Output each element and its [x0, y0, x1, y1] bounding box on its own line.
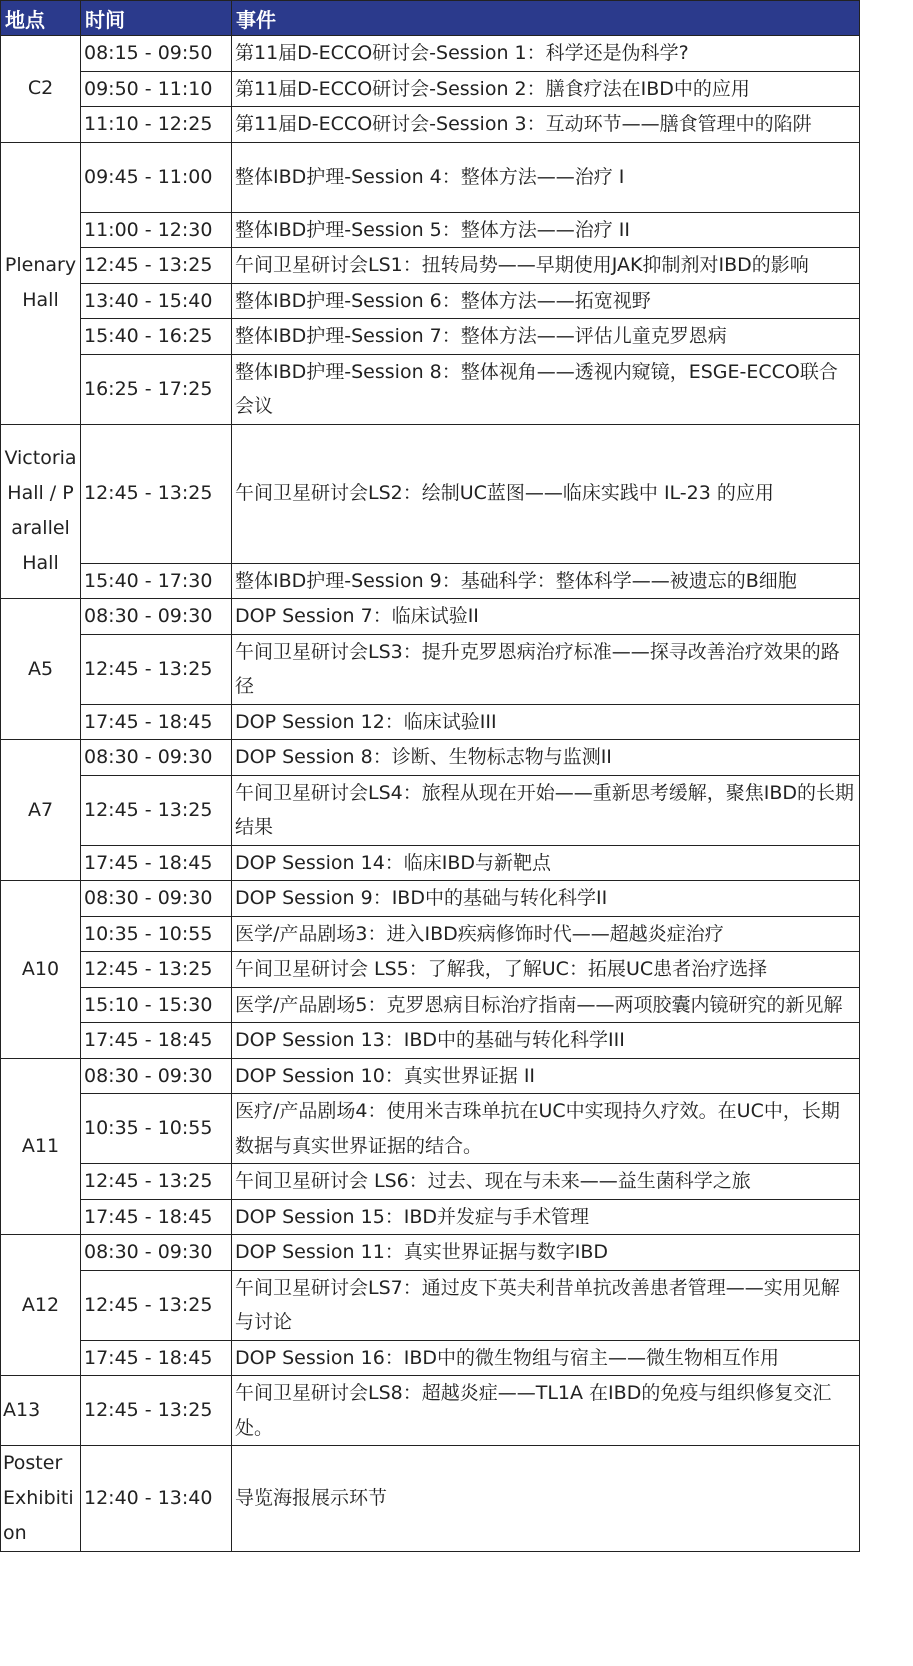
table-row	[1, 599, 860, 635]
time-cell: 10:35 - 10:55	[81, 916, 232, 952]
table-row	[1, 634, 860, 704]
event-cell: 第11届D-ECCO研讨会-Session 3：互动环节——膳食管理中的陷阱	[232, 107, 860, 143]
time-cell: 17:45 - 18:45	[81, 1199, 232, 1235]
table-row	[1, 1094, 860, 1164]
time-cell: 10:35 - 10:55	[81, 1094, 232, 1164]
location-cell: A5	[1, 599, 81, 740]
time-cell: 13:40 - 15:40	[81, 283, 232, 319]
time-cell: 12:45 - 13:25	[81, 424, 232, 563]
time-cell: 17:45 - 18:45	[81, 1340, 232, 1376]
time-cell: 12:45 - 13:25	[81, 248, 232, 284]
event-cell: 午间卫星研讨会LS7：通过皮下英夫利昔单抗改善患者管理——实用见解与讨论	[232, 1270, 860, 1340]
time-cell: 08:30 - 09:30	[81, 740, 232, 776]
event-cell: 午间卫星研讨会LS8：超越炎症——TL1A 在IBD的免疫与组织修复交汇处。	[232, 1376, 860, 1446]
time-cell: 15:40 - 17:30	[81, 563, 232, 599]
event-cell: 午间卫星研讨会 LS5：了解我，了解UC：拓展UC患者治疗选择	[232, 952, 860, 988]
event-cell: DOP Session 11：真实世界证据与数字IBD	[232, 1235, 860, 1271]
event-cell: 第11届D-ECCO研讨会-Session 2：膳食疗法在IBD中的应用	[232, 71, 860, 107]
header-location: 地点	[1, 1, 81, 36]
table-row	[1, 952, 860, 988]
table-row	[1, 107, 860, 143]
event-cell: 医疗/产品剧场4：使用米吉珠单抗在UC中实现持久疗效。在UC中，长期数据与真实世界证据的结合。	[232, 1094, 860, 1164]
table-row	[1, 212, 860, 248]
event-cell: DOP Session 13：IBD中的基础与转化科学III	[232, 1023, 860, 1059]
header-row	[1, 1, 860, 36]
event-cell: 午间卫星研讨会LS2：绘制UC蓝图——临床实践中 IL-23 的应用	[232, 424, 860, 563]
table-row	[1, 1164, 860, 1200]
event-cell: 整体IBD护理-Session 6：整体方法——拓宽视野	[232, 283, 860, 319]
time-cell: 12:40 - 13:40	[81, 1446, 232, 1552]
time-cell: 08:30 - 09:30	[81, 881, 232, 917]
time-cell: 11:10 - 12:25	[81, 107, 232, 143]
event-cell: DOP Session 8：诊断、生物标志物与监测II	[232, 740, 860, 776]
location-cell: A12	[1, 1235, 81, 1376]
time-cell: 12:45 - 13:25	[81, 634, 232, 704]
location-cell: Victoria Hall / Parallel Hall	[1, 424, 81, 599]
table-row	[1, 1446, 860, 1552]
event-cell: 导览海报展示环节	[232, 1446, 860, 1552]
table-row	[1, 424, 860, 563]
table-row	[1, 36, 860, 72]
time-cell: 09:45 - 11:00	[81, 142, 232, 212]
event-cell: 整体IBD护理-Session 9：基础科学：整体科学——被遗忘的B细胞	[232, 563, 860, 599]
table-row	[1, 1023, 860, 1059]
location-cell: Poster Exhibition	[1, 1446, 81, 1552]
location-cell: A13	[1, 1376, 81, 1446]
event-cell: 午间卫星研讨会LS3：提升克罗恩病治疗标准——探寻改善治疗效果的路径	[232, 634, 860, 704]
table-row	[1, 1199, 860, 1235]
time-cell: 12:45 - 13:25	[81, 1376, 232, 1446]
location-cell: C2	[1, 36, 81, 143]
time-cell: 17:45 - 18:45	[81, 704, 232, 740]
time-cell: 17:45 - 18:45	[81, 1023, 232, 1059]
event-cell: DOP Session 12：临床试验III	[232, 704, 860, 740]
table-row	[1, 987, 860, 1023]
event-cell: 整体IBD护理-Session 5：整体方法——治疗 II	[232, 212, 860, 248]
location-cell: A10	[1, 881, 81, 1059]
table-row	[1, 1058, 860, 1094]
event-cell: 午间卫星研讨会LS1：扭转局势——早期使用JAK抑制剂对IBD的影响	[232, 248, 860, 284]
event-cell: DOP Session 16：IBD中的微生物组与宿主——微生物相互作用	[232, 1340, 860, 1376]
time-cell: 12:45 - 13:25	[81, 775, 232, 845]
table-row	[1, 775, 860, 845]
table-row	[1, 1376, 860, 1446]
table-row	[1, 1340, 860, 1376]
table-row	[1, 1235, 860, 1271]
time-cell: 15:40 - 16:25	[81, 319, 232, 355]
event-cell: DOP Session 10：真实世界证据 II	[232, 1058, 860, 1094]
table-row	[1, 1270, 860, 1340]
table-row	[1, 248, 860, 284]
table-row	[1, 283, 860, 319]
event-cell: 医学/产品剧场3：进入IBD疾病修饰时代——超越炎症治疗	[232, 916, 860, 952]
time-cell: 08:30 - 09:30	[81, 1058, 232, 1094]
event-cell: DOP Session 7：临床试验II	[232, 599, 860, 635]
event-cell: 医学/产品剧场5：克罗恩病目标治疗指南——两项胶囊内镜研究的新见解	[232, 987, 860, 1023]
location-cell: Plenary Hall	[1, 142, 81, 424]
table-row	[1, 916, 860, 952]
time-cell: 12:45 - 13:25	[81, 1270, 232, 1340]
table-row	[1, 740, 860, 776]
table-row	[1, 71, 860, 107]
event-cell: 整体IBD护理-Session 7：整体方法——评估儿童克罗恩病	[232, 319, 860, 355]
event-cell: DOP Session 15：IBD并发症与手术管理	[232, 1199, 860, 1235]
time-cell: 15:10 - 15:30	[81, 987, 232, 1023]
header-time: 时间	[81, 1, 232, 36]
event-cell: 整体IBD护理-Session 4：整体方法——治疗 I	[232, 142, 860, 212]
table-row	[1, 881, 860, 917]
table-row	[1, 563, 860, 599]
time-cell: 08:15 - 09:50	[81, 36, 232, 72]
location-cell: A11	[1, 1058, 81, 1235]
event-cell: 午间卫星研讨会LS4：旅程从现在开始——重新思考缓解，聚焦IBD的长期结果	[232, 775, 860, 845]
location-cell: A7	[1, 740, 81, 881]
time-cell: 09:50 - 11:10	[81, 71, 232, 107]
header-event: 事件	[232, 1, 860, 36]
time-cell: 08:30 - 09:30	[81, 599, 232, 635]
time-cell: 17:45 - 18:45	[81, 845, 232, 881]
time-cell: 12:45 - 13:25	[81, 1164, 232, 1200]
table-row	[1, 704, 860, 740]
schedule-body	[1, 36, 860, 1552]
table-row	[1, 319, 860, 355]
time-cell: 12:45 - 13:25	[81, 952, 232, 988]
event-cell: 第11届D-ECCO研讨会-Session 1：科学还是伪科学?	[232, 36, 860, 72]
time-cell: 16:25 - 17:25	[81, 354, 232, 424]
event-cell: DOP Session 14：临床IBD与新靶点	[232, 845, 860, 881]
event-cell: 整体IBD护理-Session 8：整体视角——透视内窥镜，ESGE-ECCO联合会议	[232, 354, 860, 424]
event-cell: 午间卫星研讨会 LS6：过去、现在与未来——益生菌科学之旅	[232, 1164, 860, 1200]
time-cell: 11:00 - 12:30	[81, 212, 232, 248]
table-row	[1, 845, 860, 881]
time-cell: 08:30 - 09:30	[81, 1235, 232, 1271]
table-row	[1, 354, 860, 424]
table-row	[1, 142, 860, 212]
event-cell: DOP Session 9：IBD中的基础与转化科学II	[232, 881, 860, 917]
